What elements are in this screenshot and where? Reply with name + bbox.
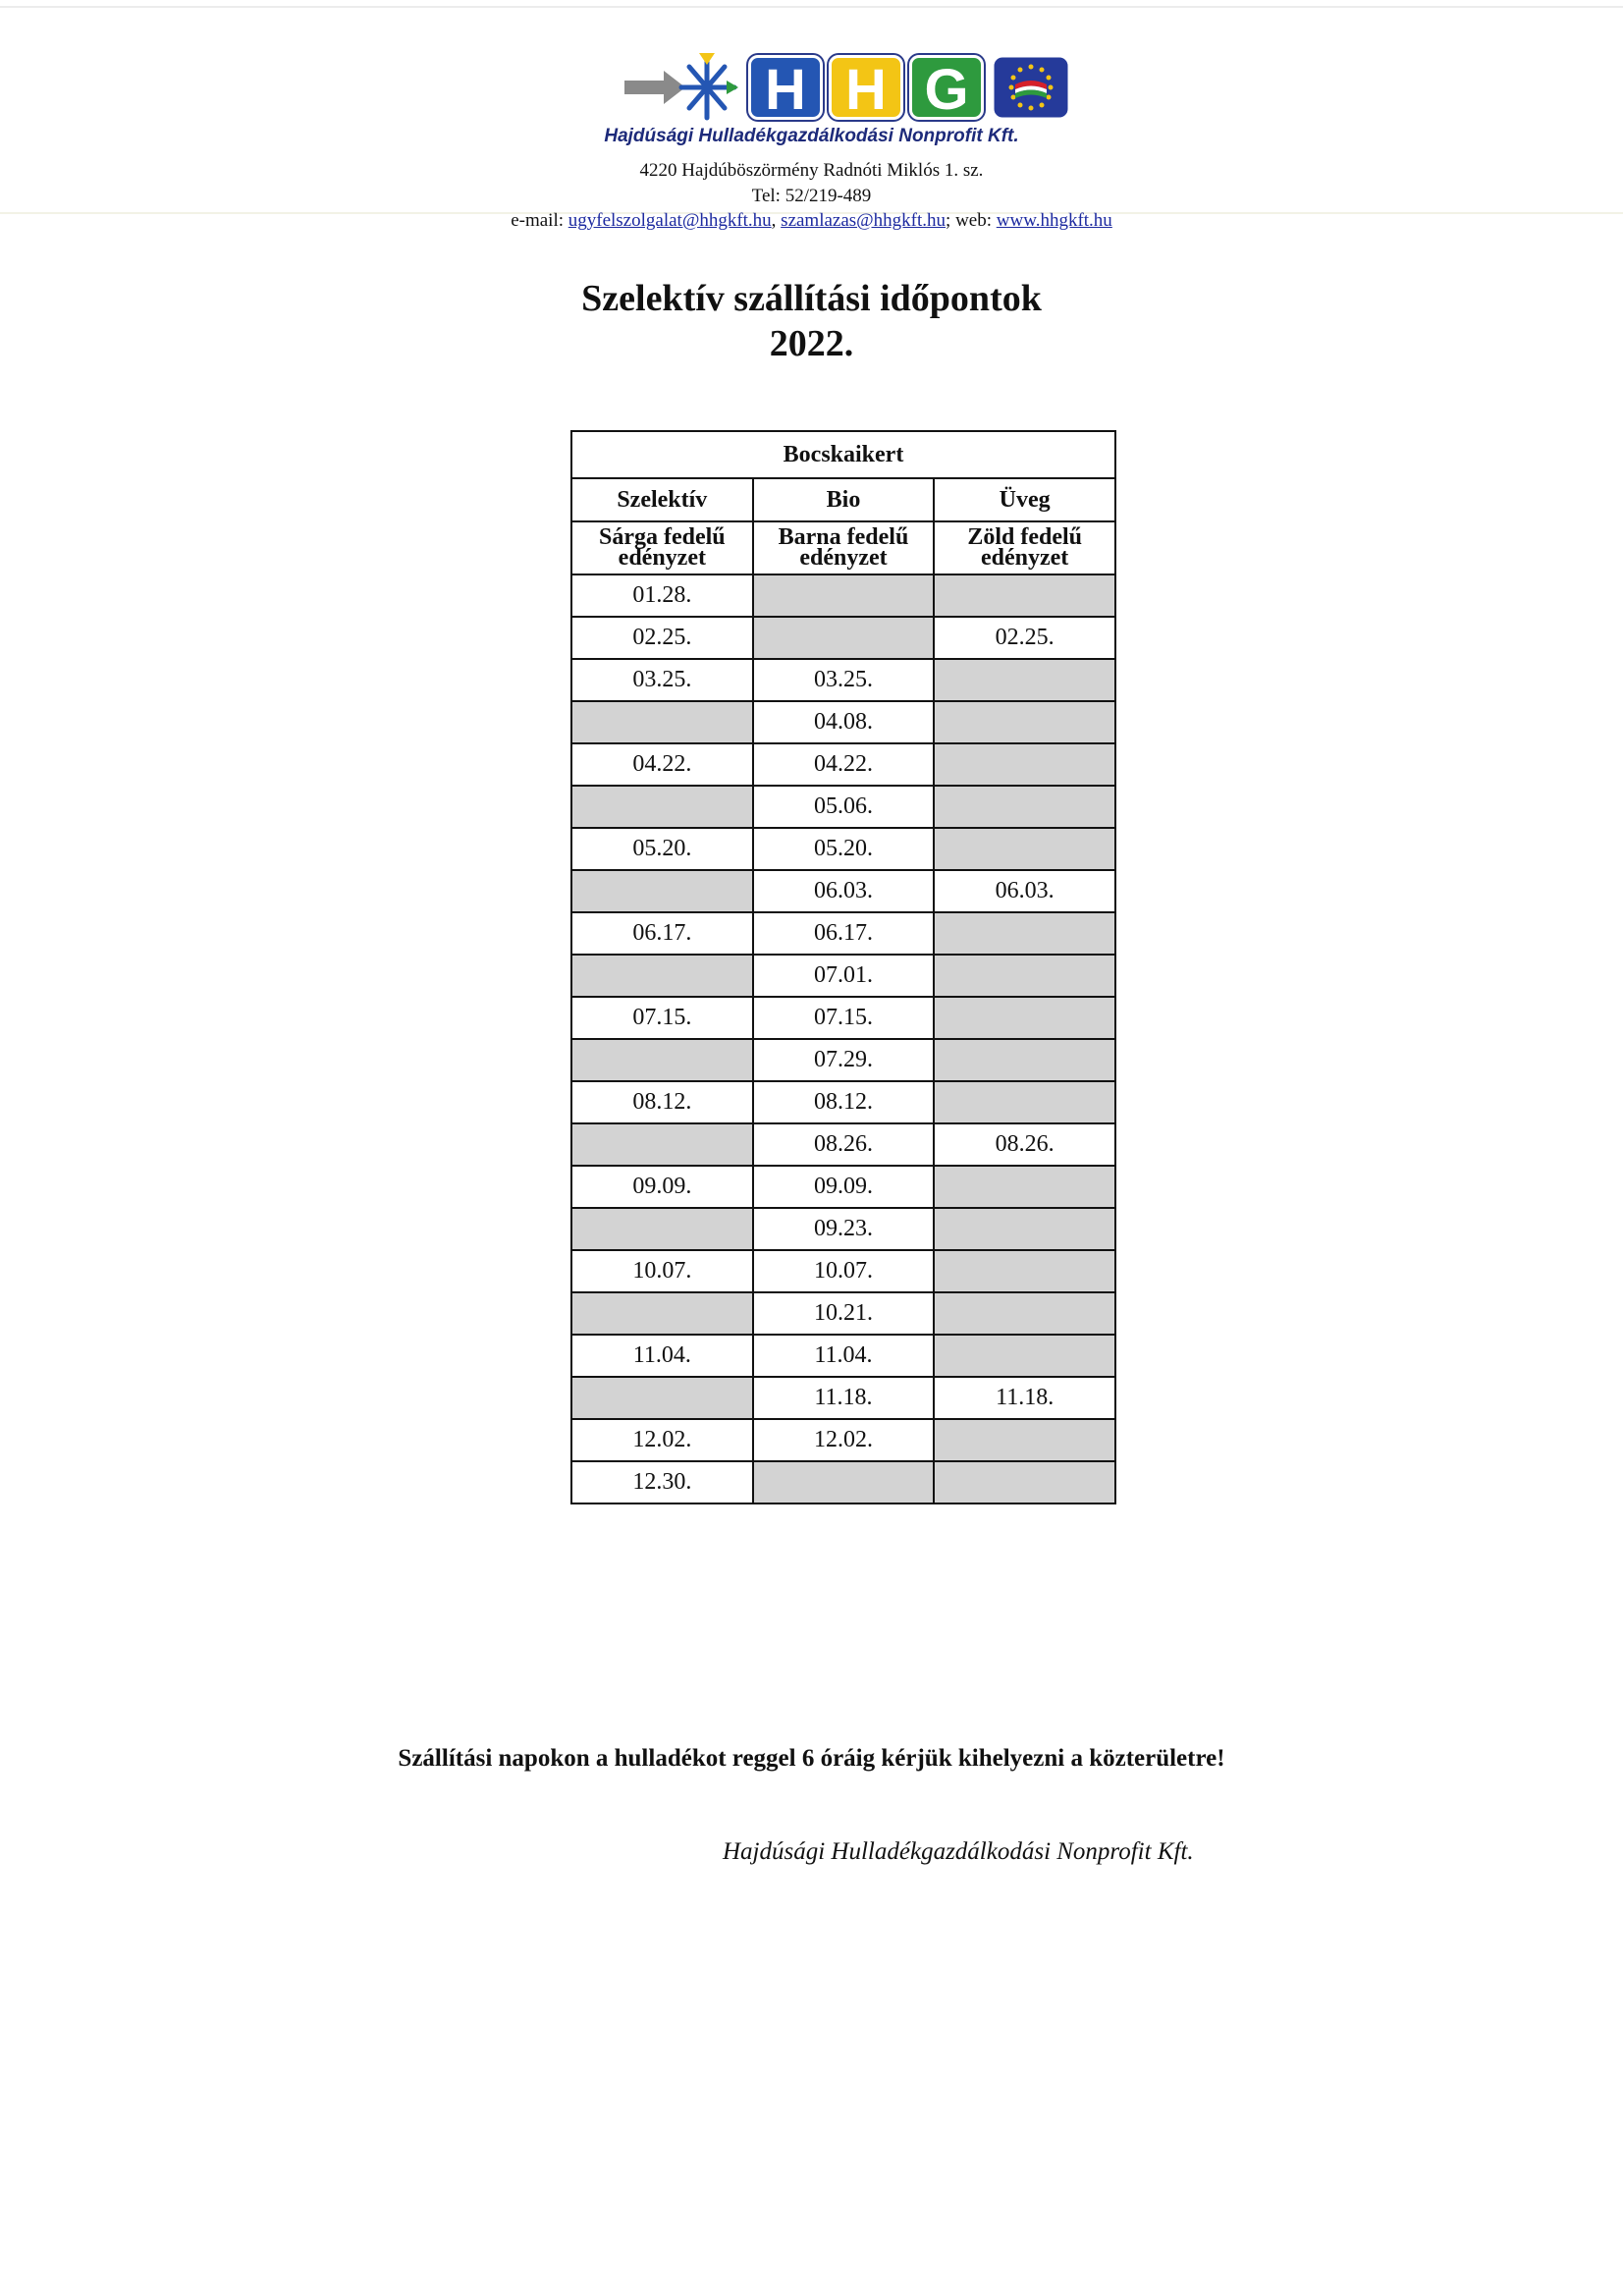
table-row — [571, 955, 1115, 997]
email-label: e-mail: — [511, 210, 564, 231]
date-cell-bio — [753, 574, 935, 617]
date-cell-szelektiv: 07.15. — [571, 997, 753, 1039]
date-cell-szelektiv: 04.22. — [571, 743, 753, 786]
logo-letter-h1: H — [748, 55, 823, 120]
date-cell-uveg: 02.25. — [934, 617, 1115, 659]
date-cell-uveg — [934, 659, 1115, 701]
company-name: Hajdúsági Hulladékgazdálkodási Nonprofit Kft. — [604, 126, 1019, 146]
table-row — [571, 1335, 1115, 1377]
date-cell-uveg — [934, 1419, 1115, 1461]
date-cell-bio: 09.09. — [753, 1166, 935, 1208]
hhg-logo — [624, 51, 1076, 124]
company-address: 4220 Hajdúböszörmény Radnóti Miklós 1. sz. — [639, 160, 984, 181]
date-cell-szelektiv — [571, 786, 753, 828]
date-cell-bio: 11.18. — [753, 1377, 935, 1419]
date-cell-uveg — [934, 1461, 1115, 1503]
date-cell-uveg — [934, 997, 1115, 1039]
contact-line: e-mail: ugyfelszolgalat@hhgkft.hu, szamlazas@hhgkft.hu; web: www.hhgkft.hu — [511, 210, 1112, 231]
date-cell-bio: 09.23. — [753, 1208, 935, 1250]
scan-artifact-line — [0, 6, 1623, 8]
column-subheader-uveg — [934, 521, 1115, 574]
logo-letter-g: G — [909, 55, 984, 120]
date-cell-uveg — [934, 1039, 1115, 1081]
date-cell-uveg: 11.18. — [934, 1377, 1115, 1419]
page-title: Szelektív szállítási időpontok — [581, 278, 1042, 319]
table-row — [571, 743, 1115, 786]
date-cell-szelektiv: 10.07. — [571, 1250, 753, 1292]
date-cell-bio: 07.01. — [753, 955, 935, 997]
table-row — [571, 1039, 1115, 1081]
web-label: web: — [955, 210, 993, 231]
date-cell-bio: 04.08. — [753, 701, 935, 743]
table-row — [571, 997, 1115, 1039]
table-row — [571, 1377, 1115, 1419]
column-subheader-bio — [753, 521, 935, 574]
date-cell-uveg — [934, 1292, 1115, 1335]
table-row — [571, 1419, 1115, 1461]
column-header-szelektiv: Szelektív — [571, 478, 753, 521]
subheader-line: Sárga fedelű — [598, 524, 726, 550]
arrows-snowflake-icon — [624, 51, 742, 124]
date-cell-bio: 05.20. — [753, 828, 935, 870]
date-cell-szelektiv: 09.09. — [571, 1166, 753, 1208]
date-cell-uveg — [934, 574, 1115, 617]
table-row — [571, 1250, 1115, 1292]
table-row — [571, 1123, 1115, 1166]
table-row — [571, 701, 1115, 743]
page-year: 2022. — [769, 323, 854, 364]
table-row — [571, 659, 1115, 701]
date-cell-bio: 11.04. — [753, 1335, 935, 1377]
date-cell-bio: 06.03. — [753, 870, 935, 912]
date-cell-szelektiv — [571, 1123, 753, 1166]
date-cell-szelektiv: 06.17. — [571, 912, 753, 955]
date-cell-szelektiv: 12.02. — [571, 1419, 753, 1461]
table-row — [571, 870, 1115, 912]
table-row — [571, 1292, 1115, 1335]
table-row — [571, 1166, 1115, 1208]
email-link-support[interactable]: ugyfelszolgalat@hhgkft.hu — [568, 210, 772, 231]
table-row — [571, 786, 1115, 828]
date-cell-bio: 07.15. — [753, 997, 935, 1039]
date-cell-uveg — [934, 1335, 1115, 1377]
date-cell-szelektiv — [571, 1377, 753, 1419]
table-row — [571, 1461, 1115, 1503]
date-cell-szelektiv: 08.12. — [571, 1081, 753, 1123]
eu-flag-icon — [992, 55, 1070, 120]
subheader-line: edényzet — [799, 545, 888, 571]
date-cell-bio — [753, 1461, 935, 1503]
company-phone: Tel: 52/219-489 — [751, 186, 872, 206]
date-cell-szelektiv: 12.30. — [571, 1461, 753, 1503]
date-cell-uveg: 08.26. — [934, 1123, 1115, 1166]
date-cell-bio — [753, 617, 935, 659]
date-cell-uveg — [934, 1208, 1115, 1250]
subheader-line: Zöld fedelű — [967, 524, 1082, 550]
date-cell-uveg — [934, 701, 1115, 743]
date-cell-uveg — [934, 828, 1115, 870]
date-cell-szelektiv — [571, 955, 753, 997]
date-cell-bio: 06.17. — [753, 912, 935, 955]
collection-note: Szállítási napokon a hulladékot reggel 6 óráig kérjük kihelyezni a közterületre! — [398, 1745, 1225, 1772]
subheader-line: edényzet — [981, 545, 1069, 571]
schedule-table — [570, 430, 1116, 1504]
table-row — [571, 912, 1115, 955]
date-cell-szelektiv — [571, 870, 753, 912]
date-cell-szelektiv — [571, 1208, 753, 1250]
date-cell-szelektiv: 01.28. — [571, 574, 753, 617]
location-name: Bocskaikert — [571, 431, 1115, 478]
table-row — [571, 1208, 1115, 1250]
date-cell-bio: 05.06. — [753, 786, 935, 828]
date-cell-uveg — [934, 743, 1115, 786]
web-link[interactable]: www.hhgkft.hu — [996, 210, 1112, 231]
date-cell-bio: 07.29. — [753, 1039, 935, 1081]
table-row — [571, 1081, 1115, 1123]
date-cell-bio: 08.12. — [753, 1081, 935, 1123]
date-cell-uveg — [934, 955, 1115, 997]
table-row — [571, 828, 1115, 870]
date-cell-szelektiv: 05.20. — [571, 828, 753, 870]
logo-letter-h2: H — [829, 55, 903, 120]
date-cell-bio: 08.26. — [753, 1123, 935, 1166]
date-cell-szelektiv — [571, 1039, 753, 1081]
date-cell-uveg — [934, 1081, 1115, 1123]
table-row — [571, 617, 1115, 659]
subheader-line: edényzet — [618, 545, 706, 571]
table-row — [571, 574, 1115, 617]
date-cell-bio: 12.02. — [753, 1419, 935, 1461]
date-cell-szelektiv — [571, 701, 753, 743]
email-link-billing[interactable]: szamlazas@hhgkft.hu — [781, 210, 947, 231]
subheader-line: Barna fedelű — [778, 524, 909, 550]
date-cell-uveg — [934, 1166, 1115, 1208]
date-cell-bio: 10.21. — [753, 1292, 935, 1335]
date-cell-szelektiv — [571, 1292, 753, 1335]
column-subheader-szelektiv — [571, 521, 753, 574]
date-cell-bio: 10.07. — [753, 1250, 935, 1292]
column-header-uveg: Üveg — [934, 478, 1115, 521]
date-cell-uveg: 06.03. — [934, 870, 1115, 912]
date-cell-uveg — [934, 786, 1115, 828]
date-cell-bio: 04.22. — [753, 743, 935, 786]
date-cell-szelektiv: 03.25. — [571, 659, 753, 701]
column-header-bio: Bio — [753, 478, 935, 521]
date-cell-szelektiv: 02.25. — [571, 617, 753, 659]
signature: Hajdúsági Hulladékgazdálkodási Nonprofit Kft. — [723, 1838, 1194, 1865]
date-cell-uveg — [934, 1250, 1115, 1292]
date-cell-uveg — [934, 912, 1115, 955]
date-cell-bio: 03.25. — [753, 659, 935, 701]
date-cell-szelektiv: 11.04. — [571, 1335, 753, 1377]
